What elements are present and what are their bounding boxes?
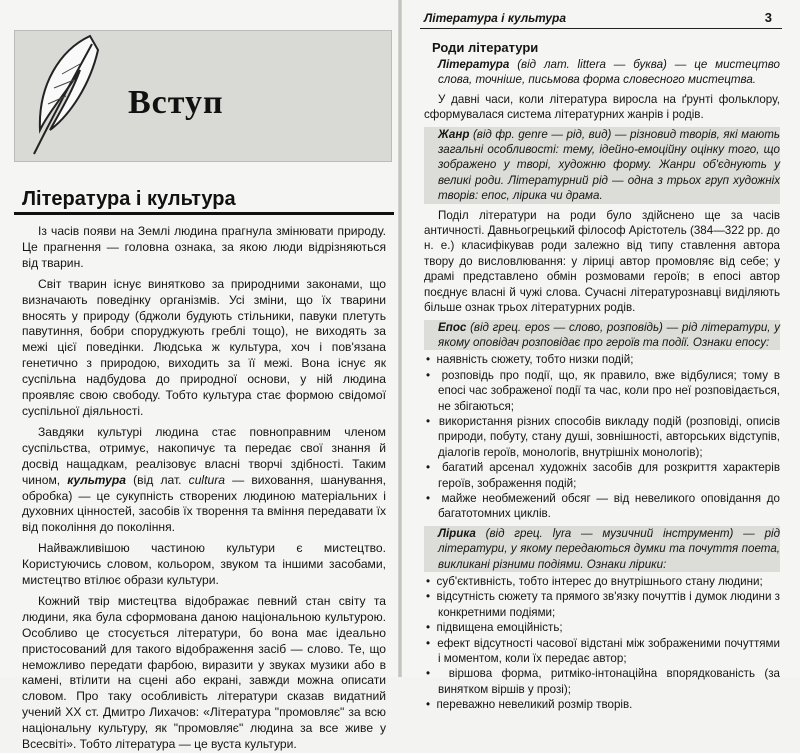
running-head: Література і культура <box>424 11 567 25</box>
definition-literature: Література (від лат. littera — буква) — це мистецтво слова, точніше, письмова форма словесного мистецтва. <box>438 58 780 87</box>
epos-features-list <box>424 352 780 521</box>
term-culture: культура <box>67 472 126 487</box>
running-head-rule <box>420 28 782 29</box>
definition-genre: Жанр (від фр. genre — рід, вид) — різновид творів, які мають загальні особливості: тему, ідейно-емоційну оцінку того, що зображено у творі, художню форму. Жанри об'єднують у великі роди. Літературний рід — одна з трьох груп художніх творів: епос, лірика чи драма. <box>424 127 780 204</box>
right-page <box>402 0 800 712</box>
list-item: • суб'єктивність, тобто інтерес до внутрішнього стану людини; <box>424 574 780 589</box>
list-item: • наявність сюжету, тобто низки подій; <box>424 352 780 367</box>
definition-lyric: Лірика (від грец. lyra — музичний інструмент) — рід літератури, у якому передаються думки та почуття поета, викликані різними подіями. Ознаки лірики: <box>424 526 780 572</box>
list-item: • багатий арсенал художніх засобів для розкриття характерів героїв, зображення подій; <box>424 460 780 491</box>
page-number: 3 <box>764 10 772 25</box>
quill-feather-icon <box>20 30 110 160</box>
list-item: • відсутність сюжету та прямого зв'язку почуттів і думок людини з конкретними подіями; <box>424 589 780 620</box>
list-item: • переважно невеликий розмір творів. <box>424 697 780 712</box>
definition-epos: Епос (від грец. epos — слово, розповідь) — рід літератури, у якому оповідач розповідає про героїв та події. Ознаки епосу: <box>424 320 780 351</box>
paragraph: Найважливішою частиною культури є мистецтво. Користуючись словом, кольором, звуком та іншими засобами, мистецтво втілює образи культури. <box>22 541 386 588</box>
paragraph: Кожний твір мистецтва відображає певний стан світу та людини, яка була сформована даною національною культурою. Особливо це стосується літератури, бо вона має ідеально пристосований для такого відображення засіб — слово. Те, що неможливо передати фарбою, виразити у звуках музики або в камені, втілити на сцені або екрані, завжди можна описати словом. Про таку особливість літератури сказав видатний учений XX ст. Дмитро Лихачов: «Література "промовляє" за всю національну культуру, як "промовляє" людина за все живе у Всесвіті». Тобто література — це вуста культури. <box>22 593 386 752</box>
list-item: • віршова форма, ритміко-інтонаційна впорядкованість (за винятком віршів у прозі); <box>424 666 780 697</box>
left-page <box>0 0 398 752</box>
right-body-text <box>424 57 780 713</box>
paragraph: Світ тварин існує винятково за природними законами, що визначають поведінку організмів. Усі зміни, що їх тварини вносять у природу (бджоли будують стільники, павуки плетуть павутиння, бобри споруджують греблі тощо), не виходять за межі цієї поведінки. Людська ж культура, хоч і пов'язана генетично з природою, виходить за її межі. Вона існує як суспільна надбудова до природної основи, у ній людина проявляє свою свободу. Тобто культура стає формою свідомої суспільної діяльності. <box>22 276 386 418</box>
paragraph-culture-definition: Завдяки культурі людина стає повноправним членом суспільства, отримує, накопичує та передає свої знання й досвід нащадкам, реалізовує власні творчі здібності. Таким чином, культура (від лат. cultura — виховання, шанування, обробка) — це сукупність створених людиною матеріальних і духовних цінностей, засобів їх творення та вміння передавати їх від покоління до покоління. <box>22 424 386 535</box>
section-heading: Література і культура <box>22 188 236 210</box>
list-item: • використання різних способів викладу подій (розповіді, описів природи, побуту, стану душі, зовнішності, авторських відступів, діалогів героїв, монологів, внутрішніх монологів); <box>424 414 780 460</box>
paragraph: Із часів появи на Землі людина прагнула змінювати природу. Це прагнення — головна ознака, за якою люди відрізняються від тварин. <box>22 224 386 270</box>
list-item: • розповідь про події, що, як правило, вже відбулися; тому в епосі час зображеної події та час, коли про неї розповідається, не збігаються; <box>424 368 780 414</box>
heading-divider <box>14 212 394 215</box>
list-item: • підвищена емоційність; <box>424 620 780 635</box>
list-item: • майже необмежений обсяг — від невеликого оповідання до багатотомних циклів. <box>424 491 780 522</box>
chapter-title: Вступ <box>128 84 224 121</box>
paragraph: Поділ літератури на роди було здійснено ще за часів античності. Давньогрецький філософ Арістотель (384—322 рр. до н. е.) класифікував роди залежно від типу ставлення автора твору до висловлювання: у ліриці автор промовляє від себе; у драмі представлено обмін розмовами героїв; в епосі автор поєднує власні й чужі слова. Сучасні літературознавці виділяють більше ознак трьох літературних родів. <box>424 208 780 315</box>
list-item: • ефект відсутності часової відстані між зображеними почуттями і моментом, коли їх передає автор; <box>424 636 780 667</box>
lyric-features-list <box>424 574 780 713</box>
sub-heading: Роди літератури <box>432 40 539 55</box>
paragraph: У давні часи, коли література виросла на ґрунті фольклору, сформувалася система літературних жанрів і родів. <box>424 92 780 122</box>
left-body-text <box>22 224 386 753</box>
